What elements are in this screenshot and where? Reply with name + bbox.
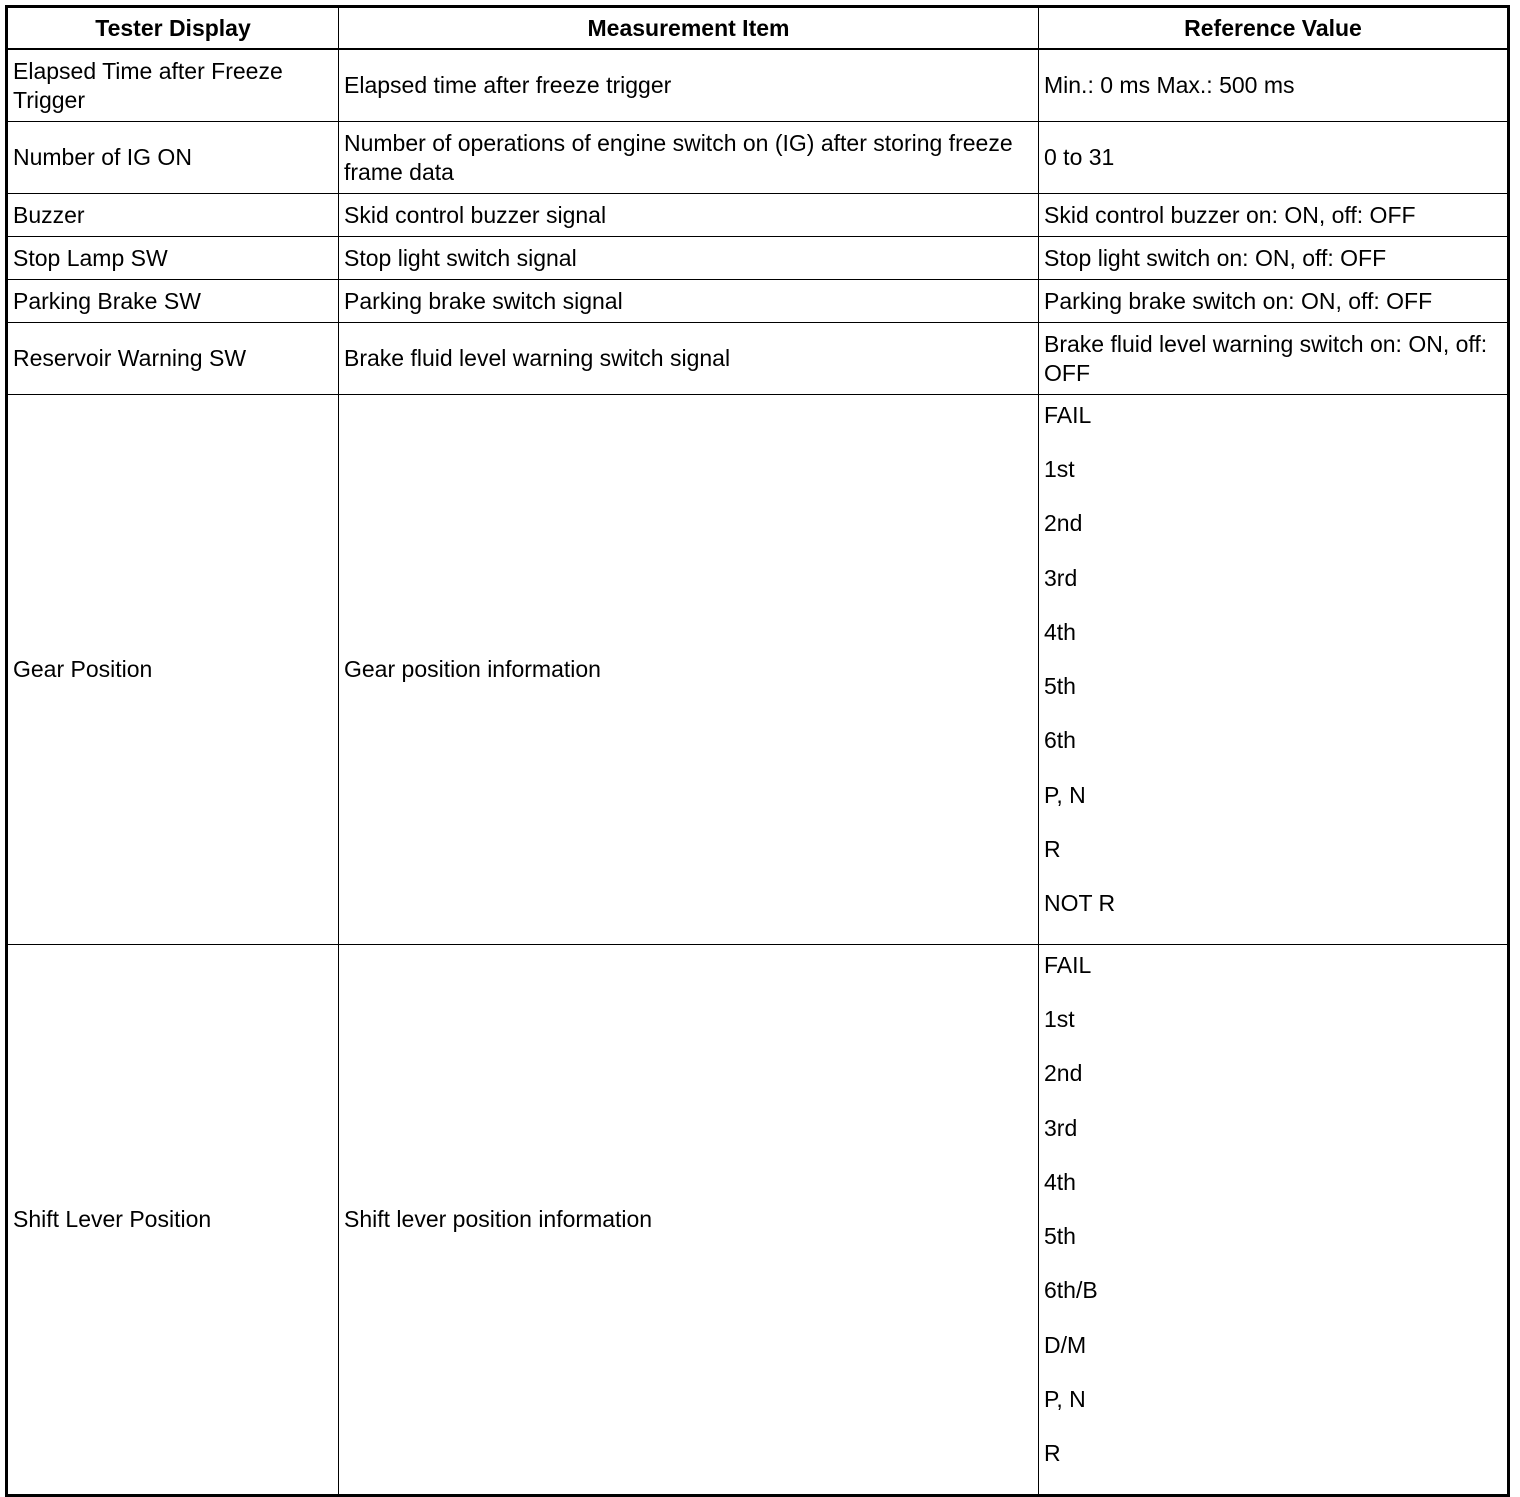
reference-value-cell: Stop light switch on: ON, off: OFF (1039, 237, 1509, 280)
tester-display-cell: Parking Brake SW (7, 280, 339, 323)
reference-value-item: P, N (1044, 1385, 1086, 1412)
tester-display-cell: Number of IG ON (7, 122, 339, 194)
reference-value-item: P, N (1044, 781, 1086, 808)
reference-value-item: 3rd (1044, 564, 1078, 591)
reference-value-list (1044, 951, 1502, 1468)
reference-value-item: 5th (1044, 673, 1076, 700)
tester-display-cell: Shift Lever Position (7, 945, 339, 1496)
reference-value-item: 1st (1044, 456, 1075, 483)
measurement-item-cell: Brake fluid level warning switch signal (339, 323, 1039, 395)
tester-display-cell: Reservoir Warning SW (7, 323, 339, 395)
header-reference-value: Reference Value (1039, 7, 1509, 50)
tester-display-cell: Gear Position (7, 395, 339, 945)
reference-value-item: 6th/B (1044, 1277, 1098, 1304)
reference-value-item: R (1044, 835, 1061, 862)
header-tester-display: Tester Display (7, 7, 339, 50)
table-row (7, 194, 1509, 237)
reference-value-item: R (1044, 1439, 1061, 1466)
table-row (7, 280, 1509, 323)
reference-value-cell: Parking brake switch on: ON, off: OFF (1039, 280, 1509, 323)
tester-display-cell: Stop Lamp SW (7, 237, 339, 280)
reference-value-item: NOT R (1044, 889, 1116, 916)
reference-value-item: 5th (1044, 1223, 1076, 1250)
reference-value-item: D/M (1044, 1331, 1087, 1358)
measurement-item-cell: Gear position information (339, 395, 1039, 945)
reference-value-cell: Brake fluid level warning switch on: ON, off: OFF (1039, 323, 1509, 395)
reference-value-item: 4th (1044, 1168, 1076, 1195)
tester-display-cell: Elapsed Time after Freeze Trigger (7, 49, 339, 122)
reference-value-cell: 0 to 31 (1039, 122, 1509, 194)
measurement-item-cell: Elapsed time after freeze trigger (339, 49, 1039, 122)
data-list-table (5, 5, 1510, 1497)
reference-value-cell: Min.: 0 ms Max.: 500 ms (1039, 49, 1509, 122)
reference-value-item: 3rd (1044, 1114, 1078, 1141)
measurement-item-cell: Stop light switch signal (339, 237, 1039, 280)
measurement-item-cell: Skid control buzzer signal (339, 194, 1039, 237)
reference-value-item: 4th (1044, 618, 1076, 645)
table-row (7, 323, 1509, 395)
table-row (7, 237, 1509, 280)
table-row (7, 945, 1509, 1496)
reference-value-cell: Skid control buzzer on: ON, off: OFF (1039, 194, 1509, 237)
header-measurement-item: Measurement Item (339, 7, 1039, 50)
table-row (7, 122, 1509, 194)
measurement-item-cell: Number of operations of engine switch on (IG) after storing freeze frame data (339, 122, 1039, 194)
reference-value-cell (1039, 945, 1509, 1496)
reference-value-item: FAIL (1044, 402, 1092, 428)
measurement-item-cell: Parking brake switch signal (339, 280, 1039, 323)
header-row (7, 7, 1509, 50)
data-list-sheet (5, 5, 1507, 1468)
table-row (7, 49, 1509, 122)
measurement-item-cell: Shift lever position information (339, 945, 1039, 1496)
reference-value-list (1044, 401, 1502, 918)
table-row (7, 395, 1509, 945)
tester-display-cell: Buzzer (7, 194, 339, 237)
reference-value-cell (1039, 395, 1509, 945)
reference-value-item: 6th (1044, 727, 1076, 754)
reference-value-item: FAIL (1044, 952, 1092, 978)
reference-value-item: 1st (1044, 1006, 1075, 1033)
reference-value-item: 2nd (1044, 510, 1083, 537)
reference-value-item: 2nd (1044, 1060, 1083, 1087)
